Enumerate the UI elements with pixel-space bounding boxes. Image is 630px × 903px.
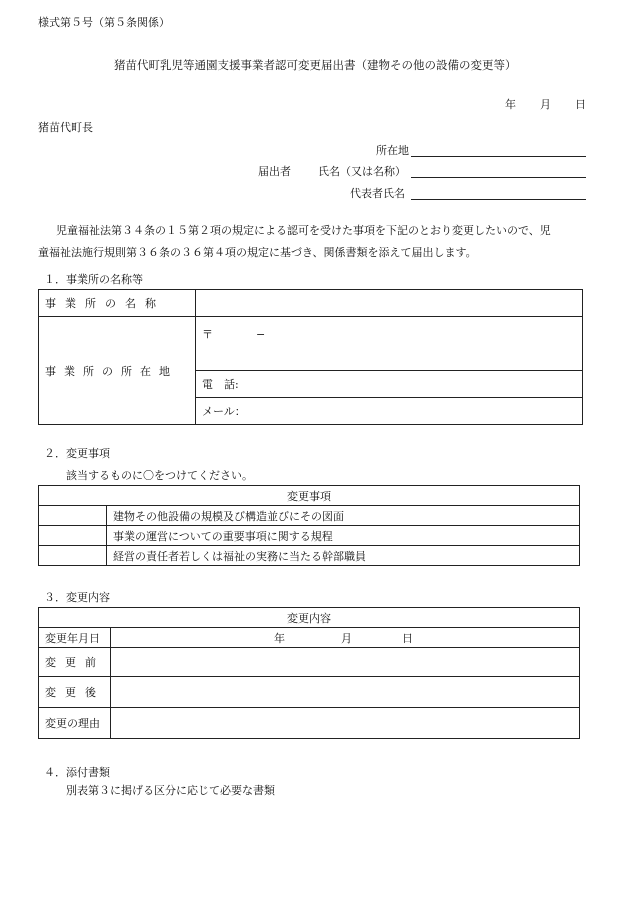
facility-phone-field[interactable]: 電 話:	[196, 371, 583, 398]
change-item-2-checkbox[interactable]	[39, 526, 107, 546]
applicant-label: 届出者	[258, 165, 291, 178]
section4-text: 別表第３に掲げる区分に応じて必要な書類	[66, 784, 275, 797]
change-item-3-checkbox[interactable]	[39, 546, 107, 566]
facility-email-field[interactable]: メール：	[196, 398, 583, 425]
section2-instruction: 該当するものに〇をつけてください。	[66, 469, 253, 482]
representative-line[interactable]	[411, 199, 586, 200]
change-date-day: 日	[402, 631, 413, 645]
change-date-label: 変更年月日	[39, 628, 111, 648]
facility-address-label: 事業所の所在地	[39, 317, 196, 425]
change-item-1-checkbox[interactable]	[39, 506, 107, 526]
facility-postal-field[interactable]	[196, 317, 583, 371]
section2-heading: ２．変更事項	[44, 447, 110, 460]
date-year-label: 年	[505, 98, 516, 111]
representative-label: 代表者氏名	[350, 187, 405, 200]
postal-mark: 〒	[202, 328, 213, 341]
change-date-month: 月	[341, 631, 352, 645]
change-items-table	[38, 485, 580, 566]
change-item-3-label: 経営の責任者若しくは福祉の実務に当たる幹部職員	[107, 546, 580, 566]
body-text-line-2: 童福祉法施行規則第３６条の３６第４項の規定に基づき、関係書類を添えて届出します。	[38, 246, 477, 259]
change-item-2-label: 事業の運営についての重要事項に関する規程	[107, 526, 580, 546]
after-change-field[interactable]	[111, 677, 580, 708]
before-change-label: 変更前	[39, 648, 111, 677]
facility-name-label: 事業所の名称	[39, 290, 196, 317]
facility-table	[38, 289, 583, 425]
document-title: 猪苗代町乳児等通園支援事業者認可変更届出書（建物その他の設備の変更等）	[114, 58, 517, 72]
body-text-line-1: 児童福祉法第３４条の１５第２項の規定による認可を受けた事項を下記のとおり変更したいので、児	[56, 224, 551, 237]
change-details-header: 変更内容	[39, 608, 580, 628]
change-item-1-label: 建物その他設備の規模及び構造並びにその図面	[107, 506, 580, 526]
facility-name-field[interactable]	[196, 290, 583, 317]
after-change-label: 変更後	[39, 677, 111, 708]
change-details-table	[38, 607, 580, 739]
postal-dash: −	[256, 328, 266, 341]
name-label: 氏名（又は名称）	[318, 165, 406, 178]
change-reason-field[interactable]	[111, 708, 580, 739]
name-line[interactable]	[411, 177, 586, 178]
section4-heading: ４．添付書類	[44, 766, 110, 779]
date-month-label: 月	[540, 98, 551, 111]
address-line[interactable]	[411, 156, 586, 157]
section3-heading: ３．変更内容	[44, 591, 110, 604]
change-items-header: 変更事項	[39, 486, 580, 506]
change-date-year: 年	[274, 631, 285, 645]
form-number: 様式第５号（第５条関係）	[38, 16, 170, 29]
section1-heading: １．事業所の名称等	[44, 273, 143, 286]
change-date-field[interactable]	[111, 628, 580, 648]
address-label: 所在地	[376, 144, 409, 157]
before-change-field[interactable]	[111, 648, 580, 677]
change-reason-label: 変更の理由	[39, 708, 111, 739]
addressee: 猪苗代町長	[38, 121, 93, 134]
date-day-label: 日	[575, 98, 586, 111]
